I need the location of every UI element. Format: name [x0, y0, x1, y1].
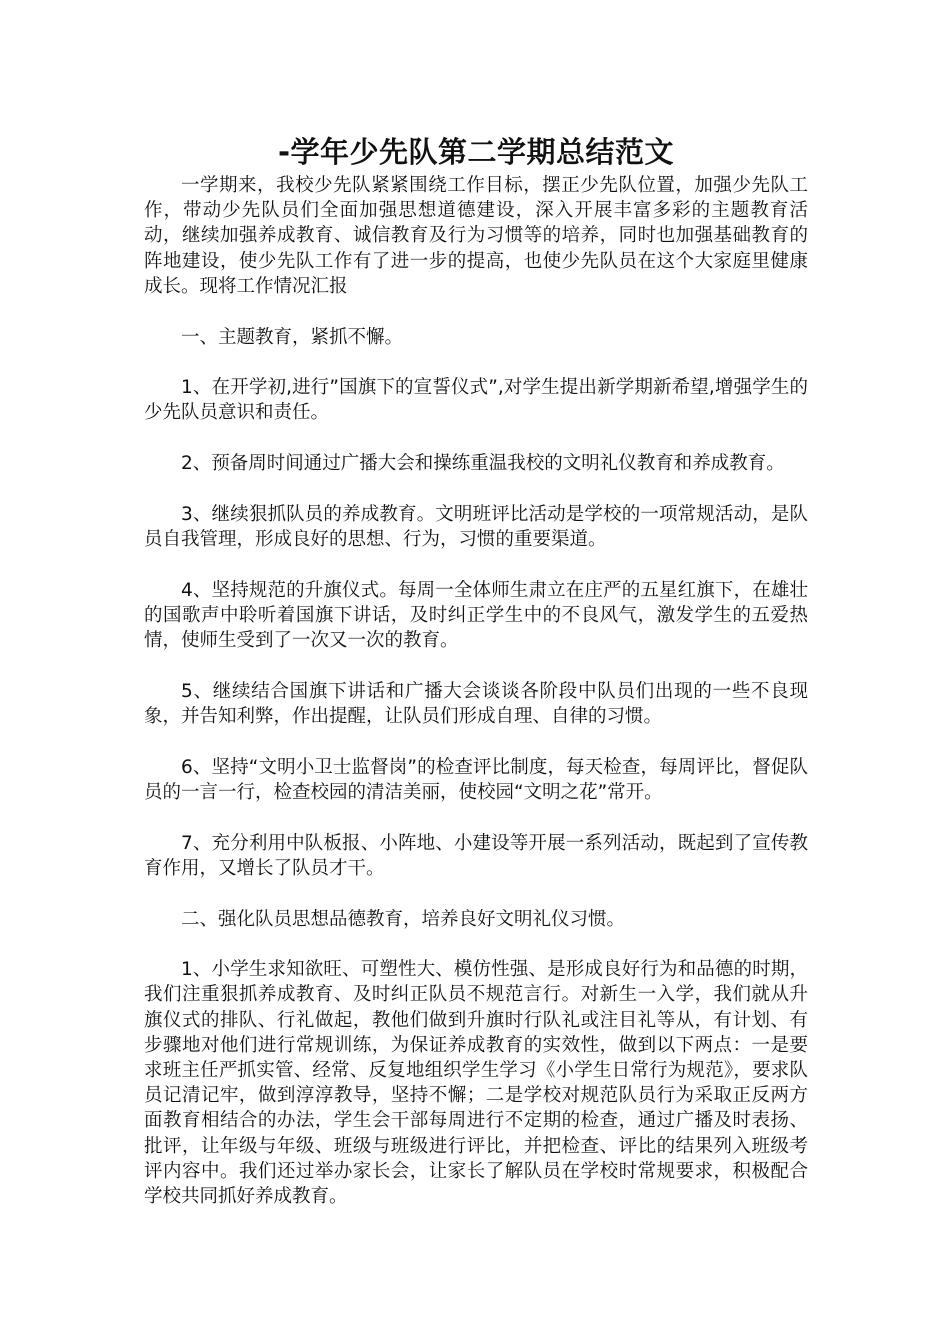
document-title: -学年少先队第二学期总结范文 — [277, 135, 675, 169]
section-1-item-6: 6、坚持“文明小卫士监督岗”的检查评比制度，每天检查，每周评比，督促队员的一言一行，检查校园的清洁美丽，使校园“文明之花”常开。 — [144, 756, 808, 803]
section-1-item-4: 4、坚持规范的升旗仪式。每周一全体师生肃立在庄严的五星红旗下，在雄壮的国歌声中聆听着国旗下讲话，及时纠正学生中的不良风气，激发学生的五爱热情，使师生受到了一次又一次的教育。 — [144, 579, 808, 652]
section-1-item-7: 7、充分利用中队板报、小阵地、小建设等开展一系列活动，既起到了宣传教育作用，又增长了队员才干。 — [144, 832, 808, 879]
section-1-item-5: 5、继续结合国旗下讲话和广播大会谈谈各阶段中队员们出现的一些不良现象，并告知利弊，作出提醒，让队员们形成自理、自律的习惯。 — [144, 680, 808, 728]
section-heading-2: 二、强化队员思想品德教育，培养良好文明礼仪习惯。 — [181, 908, 626, 930]
section-1-item-1: 1、在开学初,进行”国旗下的宣誓仪式”,对学生提出新学期新希望,增强学生的少先队员意识和责任。 — [144, 377, 808, 424]
document-body — [144, 173, 808, 1235]
section-2-item-1: 1、小学生求知欲旺、可塑性大、模仿性强、是形成良好行为和品德的时期，我们注重狠抓养成教育、及时纠正队员不规范言行。对新生一入学，我们就从升旗仪式的排队、行礼做起，教他们做到升旗时行队礼或注目礼等从，有计划、有步骤地对他们进行常规训练，为保证养成教育的实效性，做到以下两点：一是要求班主任严抓实管、经常、反复地组织学生学习《小学生日常行为规范》，要求队员记清记牢，做到淳淳教导，坚持不懈；二是学校对规范队员行为采取正反两方面教育相结合的办法，学生会干部每周进行不定期的检查，通过广播及时表扬、批评，让年级与年级、班级与班级进行评比，并把检查、评比的结果列入班级考评内容中。我们还过举办家长会，让家长了解队员在学校时常规要求，积极配合学校共同抓好养成教育。 — [144, 959, 808, 1208]
intro-paragraph: 一学期来，我校少先队紧紧围绕工作目标，摆正少先队位置，加强少先队工作，带动少先队员们全面加强思想道德建设，深入开展丰富多彩的主题教育活动，继续加强养成教育、诚信教育及行为习惯等的培养，同时也加强基础教育的阵地建设，使少先队工作有了进一步的提高，也使少先队员在这个大家庭里健康成长。现将工作情况汇报 — [144, 175, 808, 297]
section-1-item-3: 3、继续狠抓队员的养成教育。文明班评比活动是学校的一项常规活动，是队员自我管理，形成良好的思想、行为，习惯的重要渠道。 — [144, 503, 808, 551]
section-heading-1: 一、主题教育，紧抓不懈。 — [181, 326, 404, 348]
section-1-item-2: 2、预备周时间通过广播大会和操练重温我校的文明礼仪教育和养成教育。 — [181, 453, 785, 475]
